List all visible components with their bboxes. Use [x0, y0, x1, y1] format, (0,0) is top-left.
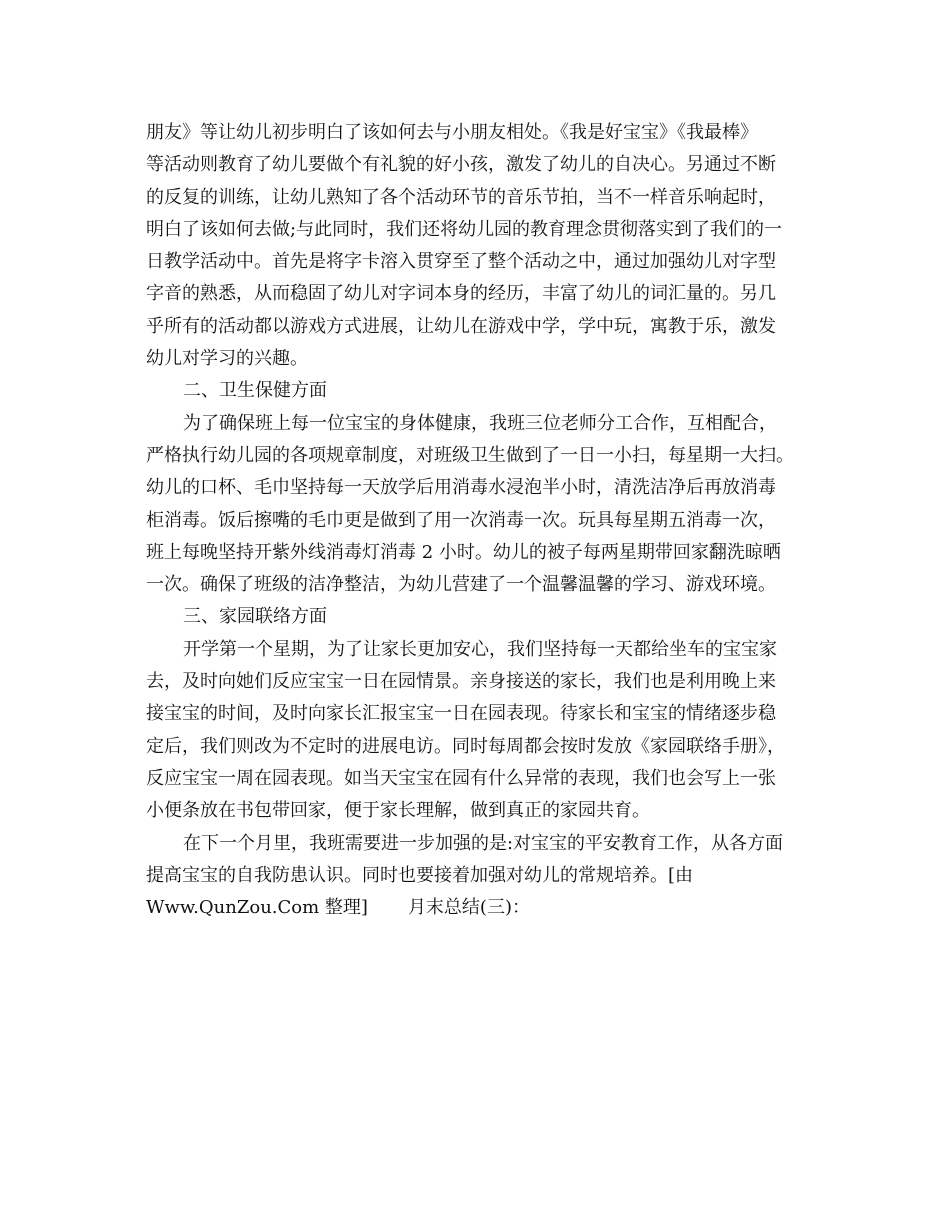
last-line [146, 892, 806, 924]
text-line: 接宝宝的时间，及时向家长汇报宝宝一日在园表现。待家长和宝宝的情绪逐步稳 [146, 703, 776, 725]
text-line: 字音的熟悉，从而稳固了幼儿对字词本身的经历，丰富了幼儿的词汇量的。另几 [146, 283, 776, 305]
text-line: 乎所有的活动都以游戏方式进展，让幼儿在游戏中学，学中玩，寓教于乐，激发 [146, 315, 776, 337]
text-line: 一次。确保了班级的洁净整洁，为幼儿营建了一个温馨温馨的学习、游戏环境。 [146, 574, 776, 596]
text-line: 的反复的训练，让幼儿熟知了各个活动环节的音乐节拍，当不一样音乐响起时， [146, 186, 776, 208]
section-heading-hygiene: 二、卫生保健方面 [183, 380, 327, 402]
paragraph-first-line: 为了确保班上每一位宝宝的身体健康，我班三位老师分工合作，互相配合， [183, 412, 777, 434]
section-heading-home-school: 三、家园联络方面 [183, 606, 327, 628]
text-line: 明白了该如何去做;与此同时，我们还将幼儿园的教育理念贯彻落实到了我们的一 [146, 218, 783, 240]
paragraph-first-line: 在下一个月里，我班需要进一步加强的是:对宝宝的平安教育工作，从各方面 [183, 832, 784, 854]
text-line: 反应宝宝一周在园表现。如当天宝宝在园有什么异常的表现，我们也会写上一张 [146, 767, 776, 789]
text-line: 定后，我们则改为不定时的进展电访。同时每周都会按时发放《家园联络手册》， [146, 735, 785, 757]
document-body [146, 117, 806, 924]
source-note: Www.QunZou.Com 整理] [146, 897, 368, 919]
text-line: 去，及时向她们反应宝宝一日在园情景。亲身接送的家长，我们也是利用晚上来 [146, 671, 776, 693]
text-line: 提高宝宝的自我防患认识。同时也要接着加强对幼儿的常规培养。[由 [146, 864, 694, 886]
text-line: 严格执行幼儿园的各项规章制度，对班级卫生做到了一日一小扫，每星期一大扫。 [146, 444, 794, 466]
text-line: 幼儿的口杯、毛巾坚持每一天放学后用消毒水浸泡半小时，清洗洁净后再放消毒 [146, 477, 776, 499]
paragraph-first-line: 开学第一个星期，为了让家长更加安心，我们坚持每一天都给坐车的宝宝家 [183, 638, 777, 660]
text-line: 班上每晚坚持开紫外线消毒灯消毒 2 小时。幼儿的被子每两星期带回家翻洗晾晒 [146, 541, 781, 563]
text-line: 等活动则教育了幼儿要做个有礼貌的好小孩，激发了幼儿的自决心。另通过不断 [146, 154, 776, 176]
text-line: 日教学活动中。首先是将字卡溶入贯穿至了整个活动之中，通过加强幼儿对字型 [146, 251, 776, 273]
text-line: 柜消毒。饭后擦嘴的毛巾更是做到了用一次消毒一次。玩具每星期五消毒一次， [146, 509, 776, 531]
next-section-title: 月末总结(三)： [407, 897, 530, 919]
text-line: 幼儿对学习的兴趣。 [146, 348, 308, 370]
text-line: 小便条放在书包带回家，便于家长理解，做到真正的家园共育。 [146, 800, 650, 822]
text-line: 朋友》等让幼儿初步明白了该如何去与小朋友相处。《我是好宝宝》《我最棒》 [146, 122, 758, 143]
